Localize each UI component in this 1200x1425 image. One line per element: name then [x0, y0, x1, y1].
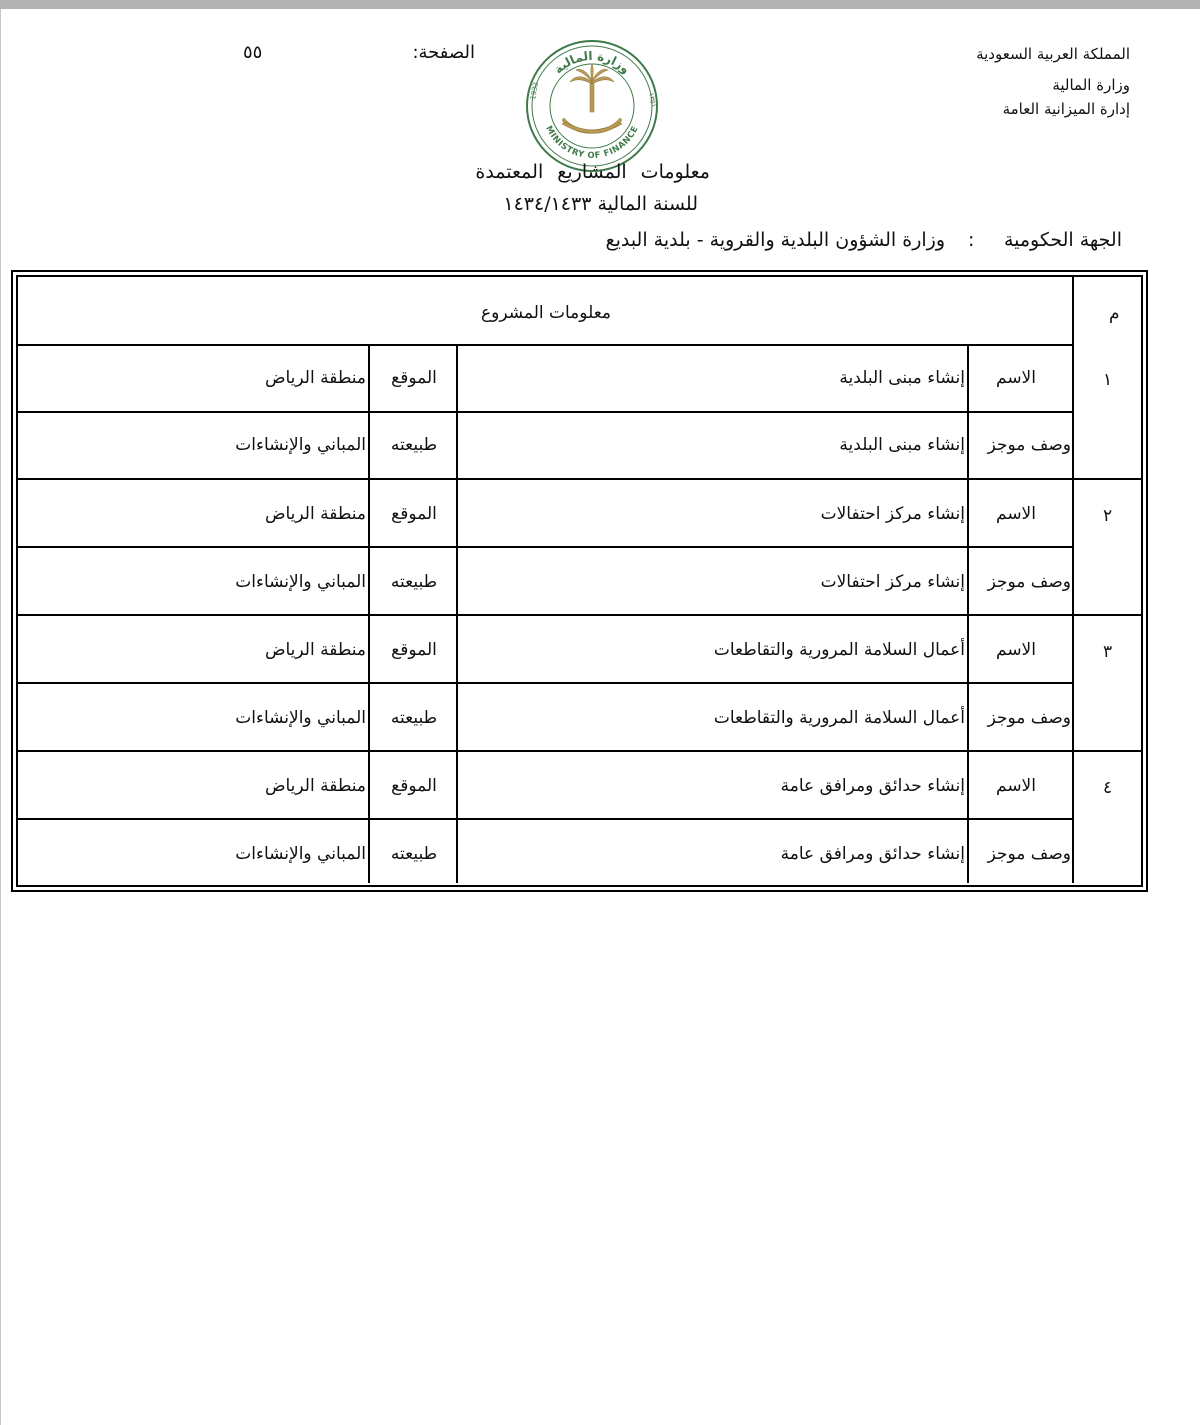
name-label: الاسم — [996, 368, 1036, 388]
project-location: منطقة الرياض — [264, 368, 366, 388]
number-column-divider — [1072, 277, 1074, 883]
project-name: إنشاء مركز احتفالات — [820, 504, 965, 524]
ministry-seal-logo — [524, 38, 660, 174]
project-name: إنشاء مبنى البلدية — [839, 368, 965, 388]
project-description: أعمال السلامة المرورية والتقاطعات — [713, 708, 965, 728]
row-divider — [18, 411, 1074, 413]
entity-label: الجهة الحكومية — [1003, 229, 1122, 251]
entity-value: وزارة الشؤون البلدية والقروية - بلدية البديع — [605, 229, 945, 251]
row-number: ١ — [1103, 370, 1113, 390]
location-label: الموقع — [391, 776, 437, 796]
page-number: ٥٥ — [243, 42, 263, 63]
name-column-divider — [456, 344, 458, 883]
nature-label: طبيعته — [390, 435, 438, 455]
row-divider — [18, 546, 1074, 548]
row-divider — [18, 818, 1074, 820]
column-header-project-info: معلومات المشروع — [480, 303, 612, 323]
location-label: الموقع — [391, 368, 437, 388]
kingdom-name: المملكة العربية السعودية — [976, 45, 1130, 63]
project-nature: المباني والإنشاءات — [235, 572, 366, 592]
row-number: ٢ — [1103, 506, 1113, 526]
description-label: وصف موجز — [987, 844, 1071, 864]
row-number: ٤ — [1103, 778, 1113, 798]
location-label-column-divider — [368, 344, 370, 883]
project-location: منطقة الرياض — [264, 504, 366, 524]
ministry-name: وزارة المالية — [1052, 76, 1130, 94]
group-divider — [18, 750, 1141, 752]
group-divider — [18, 478, 1141, 480]
issuer-block — [976, 40, 1130, 123]
name-label: الاسم — [996, 504, 1036, 524]
project-description: إنشاء حدائق ومرافق عامة — [780, 844, 965, 864]
nature-label: طبيعته — [390, 572, 438, 592]
header-divider — [18, 344, 1074, 346]
location-label: الموقع — [391, 504, 437, 524]
project-name: إنشاء حدائق ومرافق عامة — [780, 776, 965, 796]
seal-year-hijri: ١٣٥١ — [647, 91, 658, 109]
project-description: إنشاء مبنى البلدية — [839, 435, 965, 455]
entity-colon: : — [968, 229, 975, 251]
project-name: أعمال السلامة المرورية والتقاطعات — [713, 640, 965, 660]
location-label: الموقع — [391, 640, 437, 660]
row-divider — [18, 682, 1074, 684]
department-name: إدارة الميزانية العامة — [1002, 100, 1130, 118]
project-location: منطقة الرياض — [264, 776, 366, 796]
project-nature: المباني والإنشاءات — [235, 844, 366, 864]
group-divider — [18, 614, 1141, 616]
description-label: وصف موجز — [987, 435, 1071, 455]
seal-arabic-text: وزارة المالية — [551, 48, 633, 77]
left-edge-line — [0, 9, 1, 1425]
page-label: الصفحة: — [412, 42, 475, 63]
nature-label: طبيعته — [390, 844, 438, 864]
name-label: الاسم — [996, 640, 1036, 660]
project-nature: المباني والإنشاءات — [235, 435, 366, 455]
project-location: منطقة الرياض — [264, 640, 366, 660]
seal-year-gregorian: 1932 — [529, 81, 541, 101]
column-header-number: م — [1109, 304, 1120, 324]
projects-table — [11, 270, 1148, 892]
fiscal-year-subtitle: للسنة المالية ١٤٣٤/١٤٣٣ — [503, 193, 698, 215]
nature-label: طبيعته — [390, 708, 438, 728]
project-description: إنشاء مركز احتفالات — [820, 572, 965, 592]
document-title: معلومات المشاريع المعتمدة — [475, 161, 710, 183]
label-column-divider — [967, 344, 969, 883]
description-label: وصف موجز — [987, 572, 1071, 592]
name-label: الاسم — [996, 776, 1036, 796]
description-label: وصف موجز — [987, 708, 1071, 728]
row-number: ٣ — [1103, 642, 1113, 662]
top-border-bar — [0, 0, 1200, 9]
project-nature: المباني والإنشاءات — [235, 708, 366, 728]
seal-english-text: MINISTRY OF FINANCE — [543, 124, 641, 162]
